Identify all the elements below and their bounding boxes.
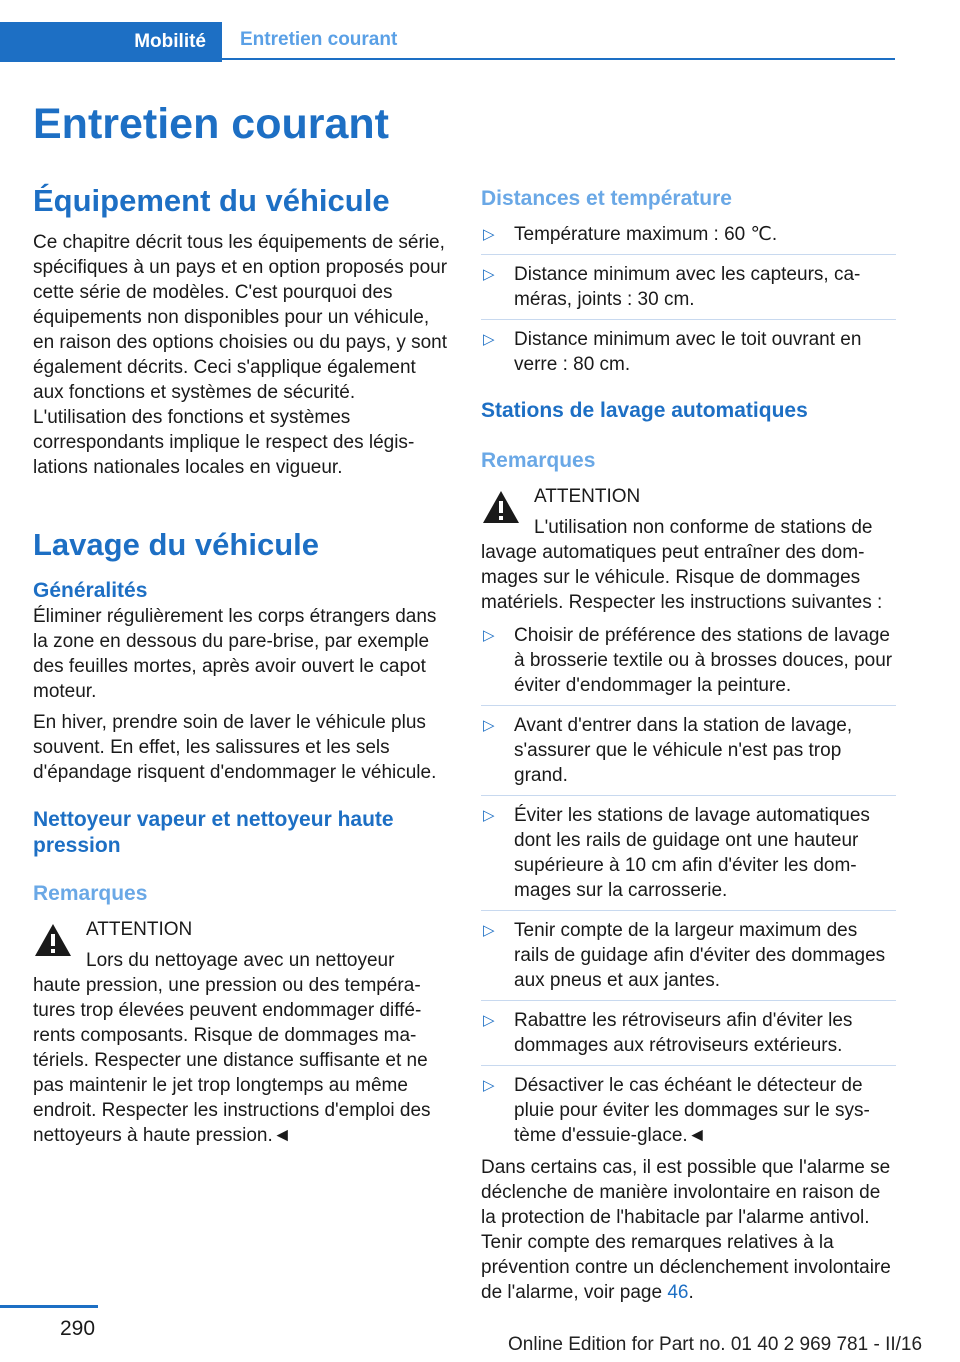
- edition-text: Online Edition for Part no. 01 40 2 969 781 - II/16: [508, 1334, 923, 1355]
- general-text-2: En hiver, prendre soin de laver le véhicule plus souvent. En effet, les salissures et les sels d'épandage risquent d'endommager le véhicule.: [33, 712, 437, 783]
- list-item: ▷ Tenir compte de la largeur maximum des rails de guidage afin d'éviter des dommages aux pneus et aux jantes.: [481, 918, 896, 1001]
- list-item: ▷ Choisir de préférence des stations de lavage à brosserie textile ou à brosses douces, pour éviter d'endommager la peinture.: [481, 623, 896, 706]
- warning-label: ATTENTION: [86, 919, 193, 940]
- right-column: [481, 180, 896, 1305]
- washing-heading: Lavage du véhicule: [33, 527, 319, 562]
- closing-text: Dans certains cas, il est possible que l'alarme se déclenche de manière involontaire en raison de la protection de l'habitacle par l'alarme antivol. Tenir compte des remarques relatives à la prévention contre un déclenchement involontaire de l'alarme, voir page 46.: [481, 1157, 891, 1303]
- footer-rule: [0, 1305, 98, 1308]
- warning-triangle-icon: [481, 489, 521, 525]
- triangle-right-icon: ▷: [483, 266, 495, 283]
- list-item: ▷ Avant d'entrer dans la station de lavage, s'assurer que le véhicule n'est pas trop grand.: [481, 713, 896, 796]
- warning-text-first: L'utilisation non conforme de stations de: [534, 517, 873, 538]
- warning-text: haute pression, une pression ou des températures trop élevées peuvent endommager différents composants. Risque de dommages matériels. Respecter une distance suffisante et ne pas maintenir le jet trop longtemps au même endroit. Respecter les instructions d'emploi des nettoyeurs à haute pression.◄: [33, 975, 431, 1146]
- general-heading: Généralités: [33, 579, 148, 602]
- remarks-heading: Remarques: [481, 449, 596, 472]
- list-item: ▷ Distance minimum avec le toit ouvrant en verre : 80 cm.: [483, 329, 862, 375]
- page-title: Entretien courant: [33, 100, 389, 148]
- remarks-heading: Remarques: [33, 882, 148, 905]
- section-tab[interactable]: Mobilité: [0, 22, 222, 62]
- distances-heading: Distances et température: [481, 187, 732, 210]
- warning-label: ATTENTION: [534, 486, 641, 507]
- page-link[interactable]: 46: [667, 1282, 689, 1303]
- warning-block: [33, 917, 448, 1148]
- triangle-right-icon: ▷: [483, 922, 495, 939]
- equipment-heading: Équipement du véhicule: [33, 183, 390, 218]
- triangle-right-icon: ▷: [483, 807, 495, 824]
- pressure-washer-heading: Nettoyeur vapeur et nettoyeur haute pression: [33, 808, 394, 857]
- triangle-right-icon: ▷: [483, 717, 495, 734]
- warning-text: lavage automatiques peut entraîner des dommages sur le véhicule. Risque de dommages matériels. Respecter les instructions suivantes :: [481, 542, 883, 613]
- header-bar: [0, 22, 895, 62]
- page-number: 290: [60, 1317, 96, 1340]
- triangle-right-icon: ▷: [483, 331, 495, 348]
- list-item: ▷ Rabattre les rétroviseurs afin d'éviter les dommages aux rétroviseurs extérieurs.: [481, 1008, 896, 1066]
- left-column: [33, 180, 448, 1148]
- triangle-right-icon: ▷: [483, 1077, 495, 1094]
- warning-triangle-icon: [33, 922, 73, 958]
- triangle-right-icon: ▷: [483, 627, 495, 644]
- triangle-right-icon: ▷: [483, 226, 495, 243]
- warning-block: [481, 484, 896, 615]
- equipment-text: Ce chapitre décrit tous les équipements de série, spécifiques à un pays et en option proposés pour cette série de modèles. C'est pourquoi des équipements non disponibles pour un véhicule, en raison des options choisies ou du pays, y sont également décrits. Ceci s'applique également aux fonctions et systèmes de sécurité. L'utilisation des fonctions et systèmes correspondants implique le respect des législations nationales locales en vigueur.: [33, 232, 448, 478]
- triangle-right-icon: ▷: [483, 1012, 495, 1029]
- list-item: ▷ Désactiver le cas échéant le détecteur de pluie pour éviter les dommages sur le système d'essuie-glace.◄: [483, 1075, 870, 1146]
- chapter-tab[interactable]: Entretien courant: [222, 22, 895, 60]
- list-item: ▷ Température maximum : 60 ℃.: [481, 222, 896, 255]
- list-item: ▷ Distance minimum avec les capteurs, caméras, joints : 30 cm.: [481, 262, 896, 320]
- warning-text-first: Lors du nettoyage avec un nettoyeur: [86, 950, 395, 971]
- stations-heading: Stations de lavage automatiques: [481, 399, 808, 422]
- general-text-1: Éliminer régulièrement les corps étrangers dans la zone en dessous du pare-brise, par exemple des feuilles mortes, après avoir ouvert le capot moteur.: [33, 606, 437, 702]
- distances-list: [481, 222, 896, 384]
- stations-list: [481, 623, 896, 1155]
- list-item: ▷ Éviter les stations de lavage automatiques dont les rails de guidage ont une hauteur supérieure à 10 cm afin d'éviter les dommages sur la carrosserie.: [481, 803, 896, 911]
